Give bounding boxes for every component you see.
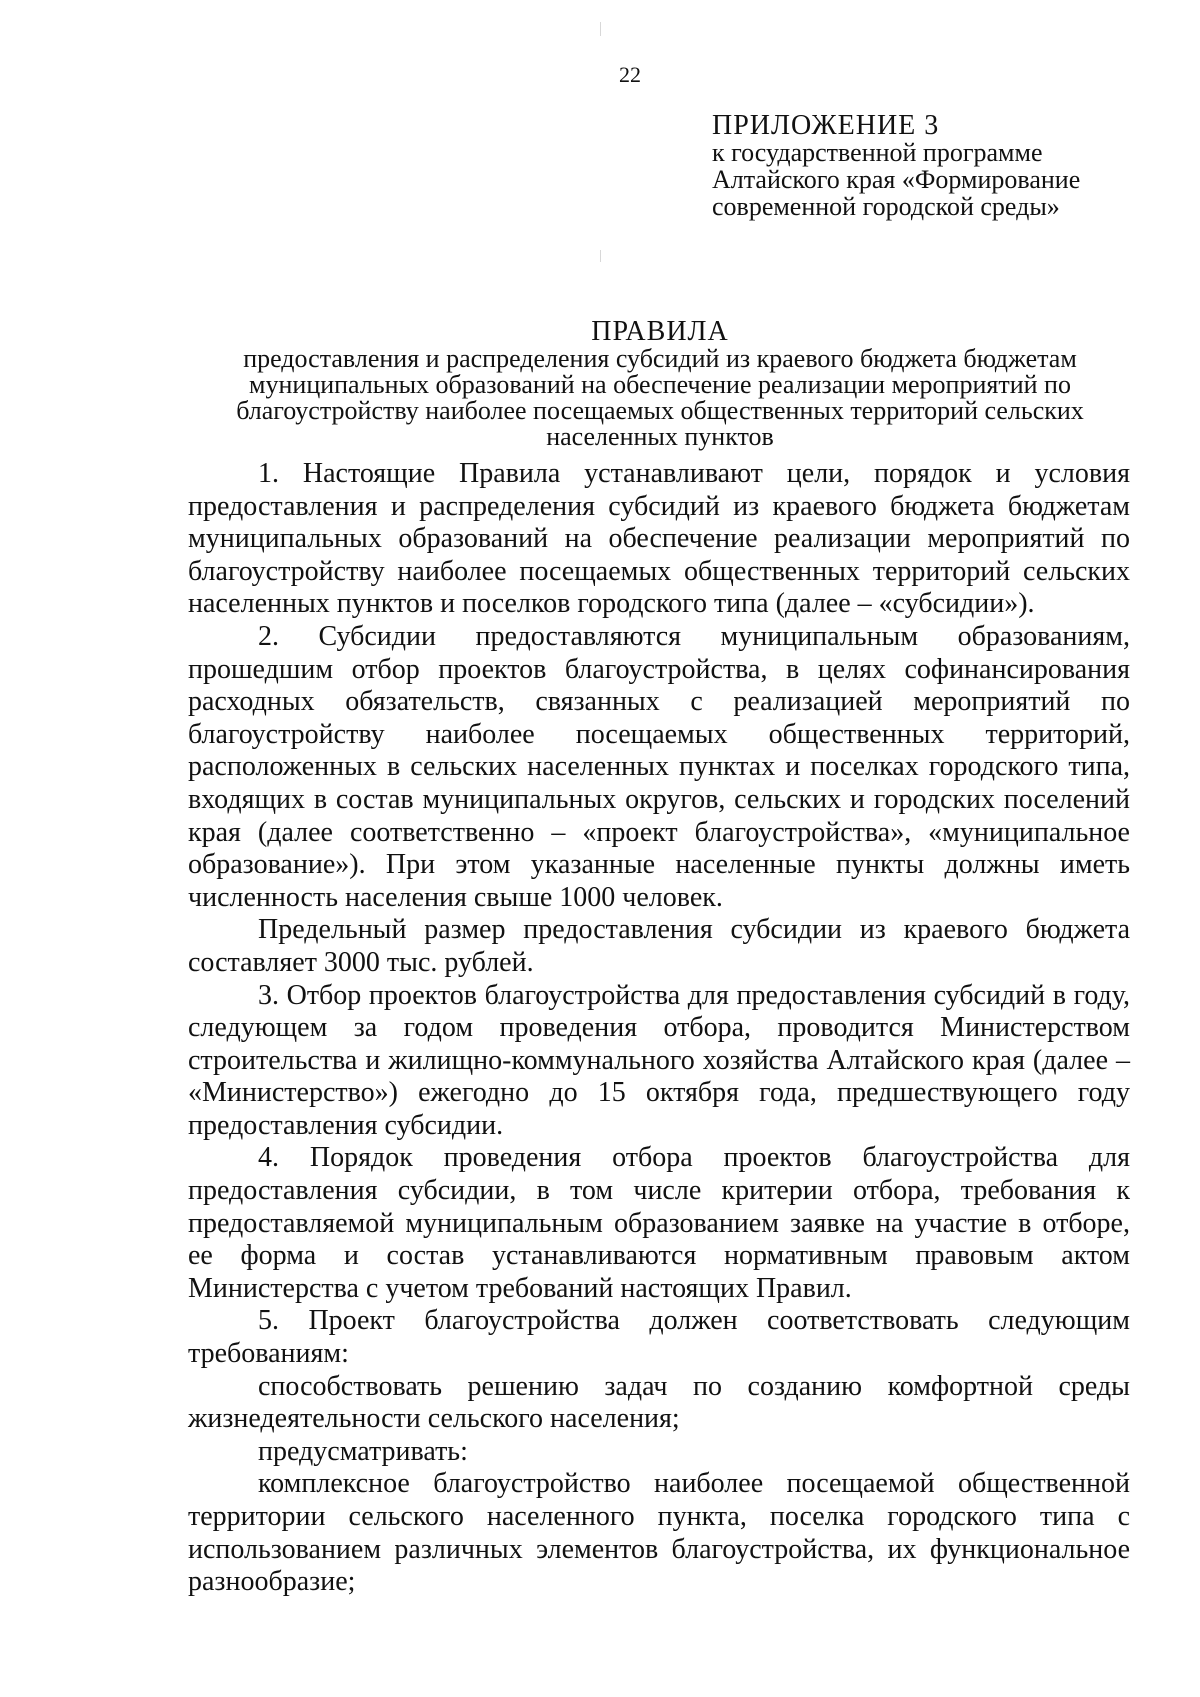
document-title: ПРАВИЛА (591, 316, 729, 347)
document-subtitle-line: населенных пунктов (546, 422, 774, 451)
paragraph-3: 3. Отбор проектов благоустройства для предоставления субсидий в году, следующем за годом проведения отбора, проводится Министерством строительства и жилищно-коммунального хозяйства Алтайского края (далее – «Министерство») ежегодно до 15 октября года, предшествующего году предоставления субсидии. (188, 979, 1130, 1141)
paragraph-1: 1. Настоящие Правила устанавливают цели, порядок и условия предоставления и распределения субсидий из краевого бюджета бюджетам муниципальных образований на обеспечение реализации мероприятий по благоустройству наиболее посещаемых общественных территорий сельских населенных пунктов и поселков городского типа (далее – «субсидии»). (188, 458, 1130, 620)
scan-artifact (600, 250, 601, 262)
paragraph-5-item: предусматривать: (258, 1435, 468, 1467)
paragraph-2: 2. Субсидии предоставляются муниципальным образованиям, прошедшим отбор проектов благоустройства, в целях софинансирования расходных обязательств, связанных с реализацией мероприятий по благоустройству наиболее посещаемых общественных территорий, расположенных в сельских населенных пунктах и поселках городского типа, входящих в состав муниципальных округов, сельских и городских поселений края (далее соответственно – «проект благоустройства», «муниципальное образование»). При этом указанные населенные пункты должны иметь численность населения свыше 1000 человек. (188, 620, 1130, 913)
document-heading (190, 318, 1130, 450)
appendix-line: к государственной программе (712, 138, 1043, 167)
document-body (188, 458, 1130, 1599)
paragraph-2-limit: Предельный размер предоставления субсидии из краевого бюджета составляет 3000 тыс. рублей. (188, 914, 1130, 978)
paragraph-5: 5. Проект благоустройства должен соответствовать следующим требованиям: (188, 1305, 1130, 1370)
document-subtitle-line: предоставления и распределения субсидий из краевого бюджета бюджетам (243, 344, 1077, 373)
paragraph-4: 4. Порядок проведения отбора проектов благоустройства для предоставления субсидии, в том числе критерии отбора, требования к предоставляемой муниципальным образованием заявке на участие в отборе, ее форма и состав устанавливаются нормативным правовым актом Министерства с учетом требований настоящих Правил. (188, 1142, 1130, 1304)
appendix-line: современной городской среды» (712, 192, 1060, 221)
appendix-title: ПРИЛОЖЕНИЕ 3 (712, 110, 940, 141)
document-subtitle-line: благоустройству наиболее посещаемых общественных территорий сельских (236, 396, 1084, 425)
scan-artifact (600, 22, 601, 36)
paragraph-5-item: комплексное благоустройство наиболее посещаемой общественной территории сельского населенного пункта, поселка городского типа с использованием различных элементов благоустройства, их функциональное разнообразие; (188, 1468, 1130, 1598)
paragraph-5-item: способствовать решению задач по созданию комфортной среды жизнедеятельности сельского населения; (188, 1370, 1130, 1435)
appendix-line: Алтайского края «Формирование (712, 165, 1081, 194)
document-subtitle-line: муниципальных образований на обеспечение реализации мероприятий по (249, 370, 1071, 399)
page-number: 22 (619, 62, 641, 87)
appendix-header (712, 112, 1182, 220)
